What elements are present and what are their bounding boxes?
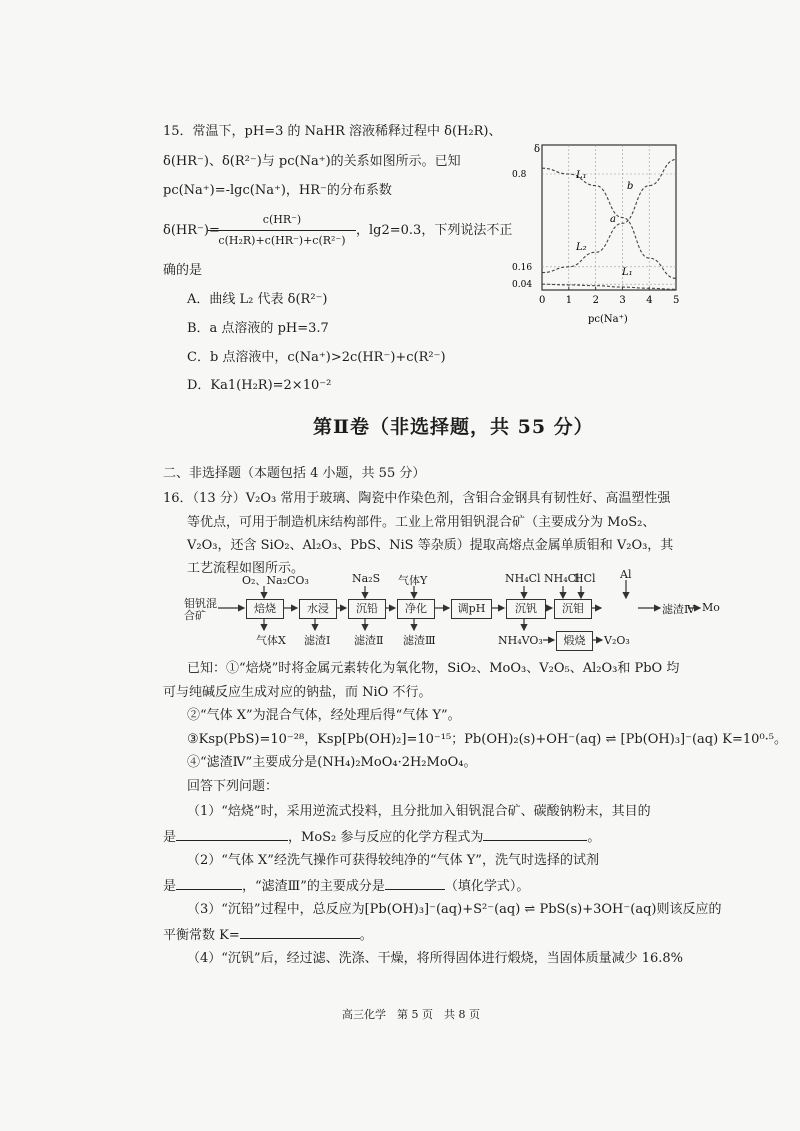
q15-line3: pc(Na⁺)=-lgc(Na⁺)，HR⁻的分布系数 [163,183,392,198]
flow-box-adjust-ph: 调pH [451,599,492,619]
flow-reagent-hcl: HCl [574,572,596,585]
section2-heading: 第Ⅱ卷（非选择题，共 55 分） [313,416,594,438]
q15-line5: 确的是 [163,263,203,278]
q16-1-line1: （1）“焙烧”时，采用逆流式投料，且分批加入钼钒混合矿、碳酸钠粉末，其目的 [187,804,651,819]
flow-start-line1: 钼钒混 [184,597,217,610]
q15-option-a: A．曲线 L₂ 代表 δ(R²⁻) [187,292,328,307]
q16-1-end: 。 [587,830,601,845]
distribution-chart [510,140,710,335]
flow-reagent-na2s: Na₂S [352,572,381,585]
chart-grid [542,145,676,290]
q15-fraction-denominator: c(H₂R)+c(HR⁻)+c(R²⁻) [218,234,346,247]
flow-reagent-nh4cl-1: NH₄Cl [505,572,541,585]
flow-reagent-o2-na2co3: O₂、Na₂CO₃ [242,574,309,587]
q16-3-blank-k[interactable] [240,926,360,939]
known-1b: 可与纯碱反应生成对应的钠盐，而 NiO 不行。 [163,685,432,700]
flow-box-purify: 净化 [397,599,435,619]
curve-label-l2: L₂ [576,242,587,253]
chart-y-tick-label: 0.16 [512,262,533,273]
q16-1-blank-equation[interactable] [483,828,587,841]
q16-1-pre: 是 [163,830,177,845]
flow-nh4vo3: NH₄VO₃ [498,634,543,647]
q16-4-line1: （4）“沉钒”后，经过滤、洗涤、干燥，将所得固体进行煅烧，当固体质量减少 16.8% [187,951,683,966]
flow-box-mo-precip: 沉钼 [554,599,592,619]
curve-label-l1-bottom: L₁ [622,267,633,278]
chart-x-tick-label: 5 [673,295,680,306]
flow-box-v-precip: 沉钒 [506,599,546,619]
q15-line2: δ(HR⁻)、δ(R²⁻)与 pc(Na⁺)的关系如图所示。已知 [163,154,461,169]
known-4: ④“滤渣Ⅳ”主要成分是(NH₄)₂MoO₄·2H₂MoO₄。 [187,755,477,770]
flow-start-line2: 合矿 [184,609,206,622]
chart-x-tick-label: 2 [592,295,599,306]
chart-x-tick-label: 3 [619,295,626,306]
flow-out-residue-3: 滤渣Ⅲ [403,634,436,647]
flow-start [184,598,217,622]
answer-prompt: 回答下列问题： [187,779,279,794]
process-flowchart [160,568,720,658]
q15-formula-lhs: δ(HR⁻)= [163,223,220,238]
q16-2-line1: （2）“气体 X”经洗气操作可获得较纯净的“气体 Y”，洗气时选择的试剂 [187,853,599,868]
page-footer: 高三化学 第 5 页 共 8 页 [342,1008,480,1021]
chart-ylabel: δ [534,144,541,155]
q15-fraction-numerator: c(HR⁻) [208,212,356,231]
flow-out-residue-1: 滤渣Ⅰ [304,634,331,647]
q16-2-line2 [163,877,529,895]
q16-2-blank-residue3[interactable] [385,877,445,890]
q16-2-mid: ，“滤渣Ⅲ”的主要成分是 [242,879,385,894]
known-2: ②“气体 X”为混合气体，经处理后得“气体 Y”。 [187,708,461,723]
flow-product-v2o3: V₂O₃ [604,634,630,647]
chart-x-tick-label: 0 [539,295,546,306]
chart-series-line [542,160,676,273]
q15-option-c: C．b 点溶液中，c(Na⁺)>2c(HR⁻)+c(R²⁻) [187,350,446,365]
chart-xlabel: pc(Na⁺) [588,314,628,325]
curve-label-l1-top: L₁ [576,170,587,181]
flow-product-mo: Mo [702,601,720,614]
flow-box-roast: 焙烧 [246,599,284,619]
flow-box-pb-precip: 沉铅 [348,599,386,619]
flow-box-calcine: 煅烧 [556,631,593,651]
q16-2-pre: 是 [163,879,177,894]
flow-reagent-gas-y: 气体Y [398,574,428,587]
q16-3-end: 。 [359,928,373,943]
q16-line2: 等优点，可用于制造机床结构部件。工业上常用钼钒混合矿（主要成分为 MoS₂、 [187,515,656,530]
chart-frame [542,145,676,290]
q16-3-line1: （3）“沉铅”过程中，总反应为[Pb(OH)₃]⁻(aq)+S²⁻(aq) ⇌ PbS(s)+3OH⁻(aq)则该反应的 [187,902,722,917]
flow-box-water-leach: 水浸 [299,599,337,619]
q16-2-end: （填化学式）。 [444,879,530,894]
q16-3-pre: 平衡常数 K= [163,928,240,943]
chart-curves [542,160,676,290]
q16-1-line2 [163,828,600,846]
q16-line4: 工艺流程如图所示。 [187,561,305,576]
q15-fraction [208,212,356,249]
q16-1-blank-purpose[interactable] [176,828,288,841]
chart-series-line [542,284,676,289]
chart-plot-frame [542,145,676,290]
flow-reagent-nh4cl-2: NH₄Cl [544,572,580,585]
q15-option-b: B．a 点溶液的 pH=3.7 [187,321,329,336]
q16-line1: 16．（13 分）V₂O₃ 常用于玻璃、陶瓷中作染色剂，含钼合金钢具有韧性好、高温塑性强 [163,491,671,506]
flow-reagent-al: Al [620,568,632,581]
chart-x-tick-label: 1 [565,295,573,306]
q15-line1: 15．常温下，pH=3 的 NaHR 溶液稀释过程中 δ(H₂R)、 [163,124,502,139]
q16-line3: V₂O₃，还含 SiO₂、Al₂O₃、PbS、NiS 等杂质）提取高熔点金属单质钼和 V₂O₃，其 [187,538,674,553]
chart-y-tick-label: 0.8 [512,170,527,180]
flow-residue-4: 滤渣Ⅳ [662,603,695,616]
q16-1-mid: ，MoS₂ 参与反应的化学方程式为 [288,830,484,845]
q15-option-d: D．Ka1(H₂R)=2×10⁻² [187,378,332,393]
flow-out-residue-2: 滤渣Ⅱ [354,634,384,647]
chart-x-tick-label: 4 [646,295,653,306]
q15-formula-tail: ，lg2=0.3，下列说法不正 [356,223,513,238]
q16-2-blank-reagent[interactable] [176,877,242,890]
section2-sub: 二、非选择题（本题包括 4 小题，共 55 分） [163,466,426,481]
known-3: ③Ksp(PbS)=10⁻²⁸，Ksp[Pb(OH)₂]=10⁻¹⁵；Pb(OH)₂(s)+OH⁻(aq) ⇌ [Pb(OH)₃]⁻(aq) K=10⁰·⁵。 [187,732,788,747]
point-label-b: b [627,181,634,192]
point-label-a: a [610,214,616,225]
chart-series-line [542,168,676,278]
flow-out-gas-x: 气体X [256,634,286,647]
chart-y-tick-label: 0.04 [512,280,533,291]
known-1: 已知：①“焙烧”时将金属元素转化为氧化物，SiO₂、MoO₃、V₂O₅、Al₂O₃和 PbO 均 [187,661,680,676]
q16-3-line2 [163,926,373,944]
